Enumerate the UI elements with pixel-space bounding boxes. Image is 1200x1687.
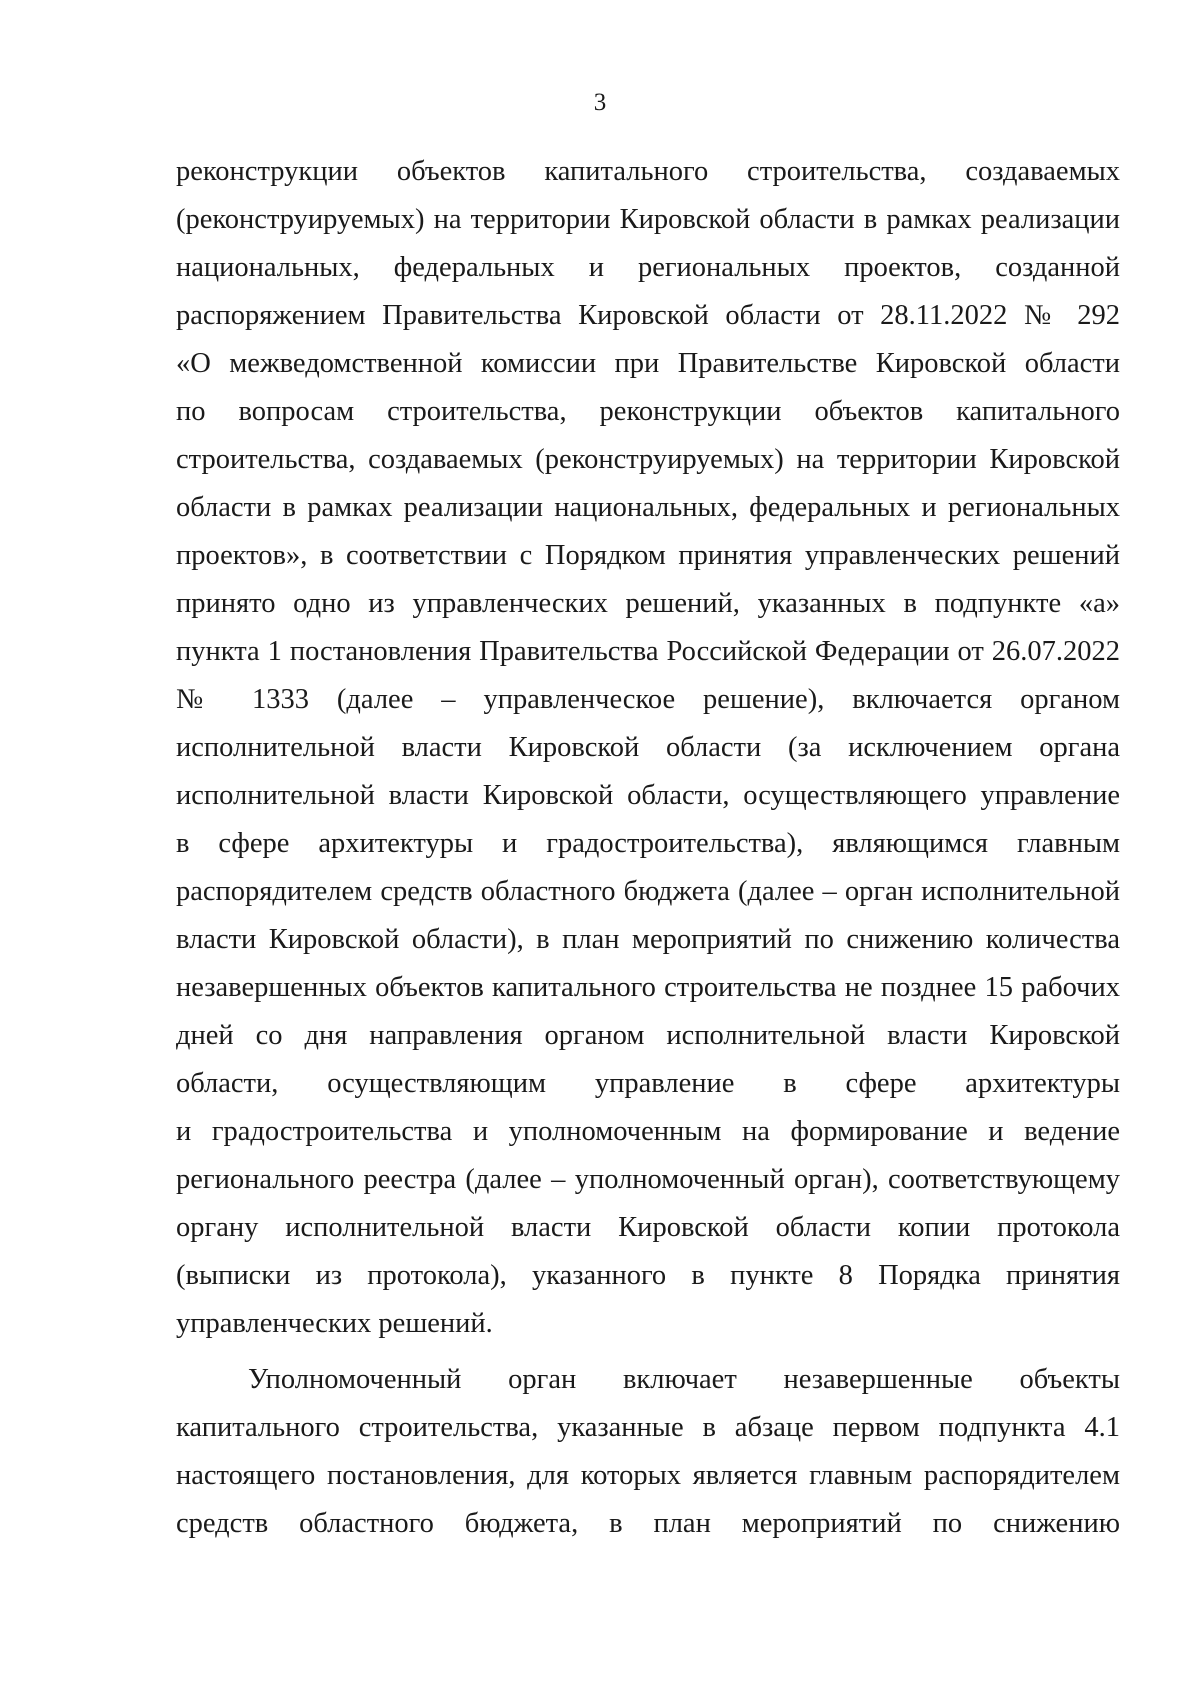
text-line: по вопросам строительства, реконструкции объектов капитального: [176, 396, 1120, 427]
text-line: регионального реестра (далее – уполномоченный орган), соответствующему: [176, 1164, 1120, 1195]
paragraph-gap: [176, 1348, 1120, 1356]
paragraph-2: [176, 1356, 1120, 1548]
text-line: принято одно из управленческих решений, указанных в подпункте «а»: [176, 588, 1120, 619]
body-text: [176, 148, 1120, 1548]
text-line: управленческих решений.: [176, 1308, 493, 1339]
text-line: (выписки из протокола), указанного в пункте 8 Порядка принятия: [176, 1260, 1120, 1291]
text-line: «О межведомственной комиссии при Правительстве Кировской области: [176, 348, 1120, 379]
text-line: строительства, создаваемых (реконструируемых) на территории Кировской: [176, 444, 1120, 475]
text-line: дней со дня направления органом исполнительной власти Кировской: [176, 1020, 1120, 1051]
text-line: № 1333 (далее – управленческое решение), включается органом: [176, 684, 1120, 715]
text-line: области в рамках реализации национальных, федеральных и региональных: [176, 492, 1120, 523]
text-line: пункта 1 постановления Правительства Российской Федерации от 26.07.2022: [176, 636, 1120, 667]
text-line: области, осуществляющим управление в сфере архитектуры: [176, 1068, 1120, 1099]
text-line: в сфере архитектуры и градостроительства), являющимся главным: [176, 828, 1120, 859]
text-line: средств областного бюджета, в план мероприятий по снижению: [176, 1508, 1120, 1539]
text-line: распорядителем средств областного бюджета (далее – орган исполнительной: [176, 876, 1120, 907]
text-line: власти Кировской области), в план мероприятий по снижению количества: [176, 924, 1120, 955]
page-number: 3: [593, 89, 607, 116]
text-line: незавершенных объектов капитального строительства не позднее 15 рабочих: [176, 972, 1120, 1003]
text-line: Уполномоченный орган включает незавершенные объекты: [248, 1364, 1120, 1395]
text-line: исполнительной власти Кировской области, осуществляющего управление: [176, 780, 1120, 811]
text-line: исполнительной власти Кировской области (за исключением органа: [176, 732, 1120, 763]
paragraph-1: [176, 148, 1120, 1348]
text-line: и градостроительства и уполномоченным на формирование и ведение: [176, 1116, 1120, 1147]
text-line: распоряжением Правительства Кировской области от 28.11.2022 № 292: [176, 300, 1120, 331]
text-line: (реконструируемых) на территории Кировской области в рамках реализации: [176, 204, 1120, 235]
text-line: проектов», в соответствии с Порядком принятия управленческих решений: [176, 540, 1120, 571]
text-line: реконструкции объектов капитального строительства, создаваемых: [176, 156, 1120, 187]
text-line: органу исполнительной власти Кировской области копии протокола: [176, 1212, 1120, 1243]
text-line: капитального строительства, указанные в абзаце первом подпункта 4.1: [176, 1412, 1120, 1443]
text-line: настоящего постановления, для которых является главным распорядителем: [176, 1460, 1120, 1491]
text-line: национальных, федеральных и региональных проектов, созданной: [176, 252, 1120, 283]
